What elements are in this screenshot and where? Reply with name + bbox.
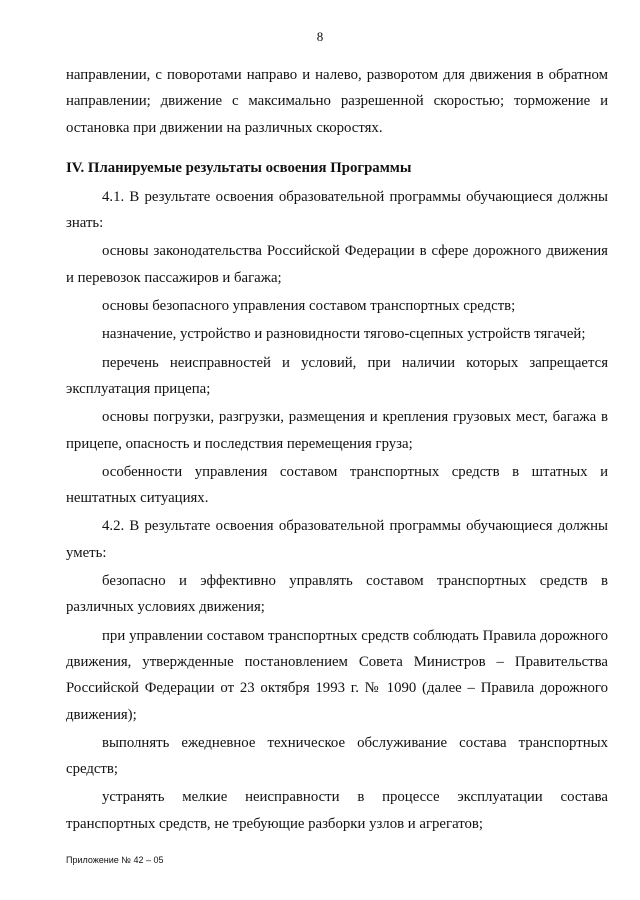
- footer-appendix-note: Приложение № 42 – 05: [66, 855, 164, 865]
- able-item: при управлении составом транспортных средств соблюдать Правила дорожного движения, утвержденные постановлением Совета Министров – Правительства Российской Федерации от 23 октября 1993 г. № 1090 (далее – Правила дорожного движения);: [66, 627, 608, 723]
- section-heading: IV. Планируемые результаты освоения Программы: [66, 159, 412, 176]
- know-item: перечень неисправностей и условий, при наличии которых запрещается эксплуатация прицепа;: [66, 354, 608, 397]
- know-item: особенности управления составом транспортных средств в штатных и нештатных ситуациях.: [66, 463, 608, 507]
- able-lead-paragraph: 4.2. В результате освоения образовательной программы обучающиеся должны уметь:: [66, 518, 608, 561]
- know-item: основы погрузки, разгрузки, размещения и крепления грузовых мест, багажа в прицепе, опасность и последствия перемещения груза;: [66, 409, 608, 452]
- document-body: [66, 62, 608, 837]
- able-item: безопасно и эффективно управлять составом транспортных средств в различных условиях движения;: [66, 573, 608, 616]
- intro-paragraph: направлении, с поворотами направо и налево, разворотом для движения в обратном направлении; движение с максимально разрешенной скоростью; торможение и остановка при движении на различных скоростях.: [66, 67, 608, 136]
- able-item: устранять мелкие неисправности в процессе эксплуатации состава транспортных средств, не требующие разборки узлов и агрегатов;: [66, 789, 608, 832]
- know-item: основы законодательства Российской Федерации в сфере дорожного движения и перевозок пассажиров и багажа;: [66, 243, 608, 286]
- able-item: выполнять ежедневное техническое обслуживание состава транспортных средств;: [66, 734, 608, 778]
- know-item: назначение, устройство и разновидности тягово-сцепных устройств тягачей;: [102, 326, 586, 343]
- page-number: 8: [316, 29, 324, 44]
- know-item: основы безопасного управления составом транспортных средств;: [102, 298, 516, 315]
- know-lead-paragraph: 4.1. В результате освоения образовательной программы обучающиеся должны знать:: [66, 188, 608, 232]
